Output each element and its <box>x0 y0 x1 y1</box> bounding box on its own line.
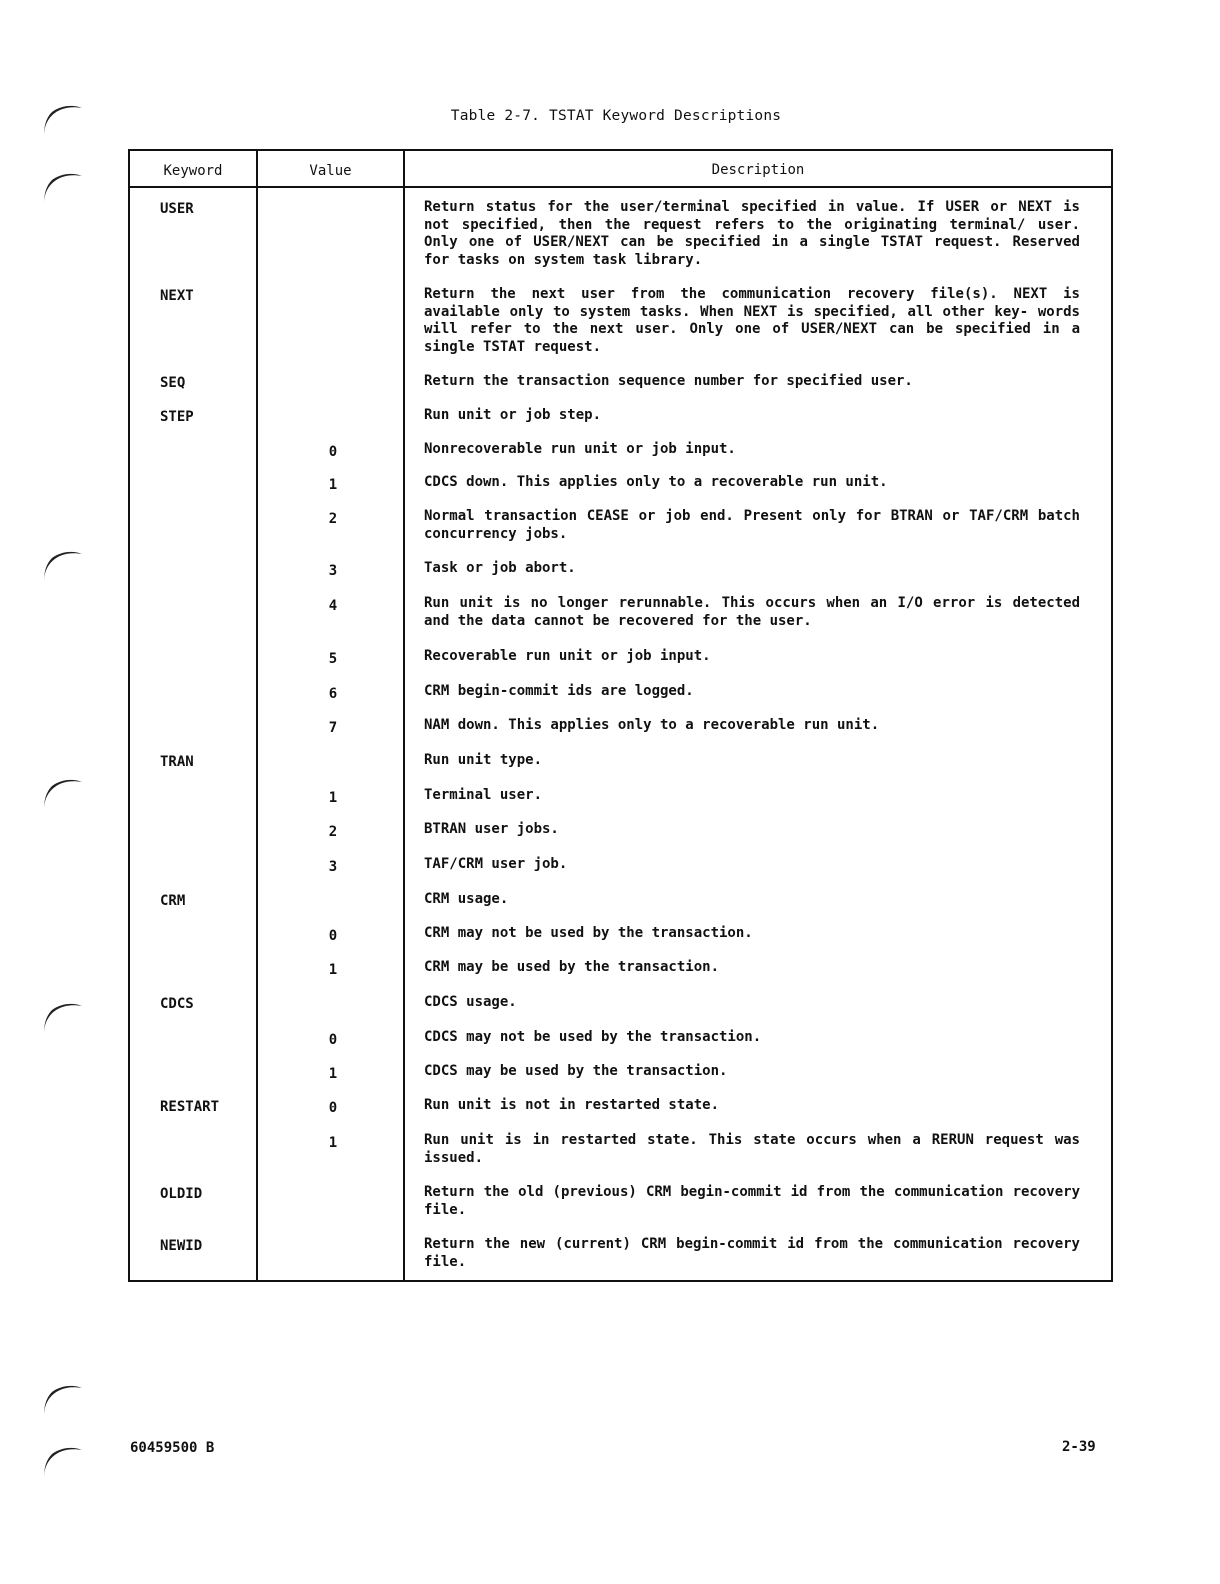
cell-description: CDCS may not be used by the transaction. <box>424 1029 762 1045</box>
binder-hole-mark <box>38 1378 86 1418</box>
cell-description: CRM begin-commit ids are logged. <box>424 683 694 699</box>
cell-description: BTRAN user jobs. <box>424 821 559 837</box>
cell-keyword: RESTART <box>160 1099 220 1115</box>
cell-value: 0 <box>328 444 338 460</box>
cell-keyword: NEXT <box>160 288 194 304</box>
cell-keyword: TRAN <box>160 754 194 770</box>
cell-value: 0 <box>328 1032 338 1048</box>
cell-value: 2 <box>328 511 338 527</box>
binder-hole-mark <box>38 544 86 584</box>
cell-value: 0 <box>328 928 338 944</box>
page-number: 2-39 <box>1062 1439 1096 1455</box>
cell-description: Run unit is no longer rerunnable. This occurs when an I/O error is detected and the data cannot be recovered for the user. <box>424 595 1080 629</box>
cell-value: 1 <box>328 477 338 493</box>
cell-description: Run unit or job step. <box>424 407 602 423</box>
cell-keyword: USER <box>160 201 194 217</box>
cell-description: Run unit type. <box>424 752 543 768</box>
cell-description: Run unit is not in restarted state. <box>424 1097 720 1113</box>
binder-hole-mark <box>38 166 86 206</box>
header-value: Value <box>309 163 352 179</box>
cell-value: 5 <box>328 651 338 667</box>
cell-description: Return the next user from the communication recovery file(s). NEXT is available only to system tasks. When NEXT is specified, all other key- words will refer to the next user. Only one of USER/NEXT can be specified in a single TSTAT request. <box>424 286 1080 355</box>
cell-description: Normal transaction CEASE or job end. Present only for BTRAN or TAF/CRM batch concurrency jobs. <box>424 508 1080 542</box>
cell-description: Return the transaction sequence number for specified user. <box>424 373 913 389</box>
cell-value: 2 <box>328 824 338 840</box>
cell-value: 6 <box>328 686 338 702</box>
cell-value: 3 <box>328 563 338 579</box>
binder-hole-mark <box>38 996 86 1036</box>
cell-value: 7 <box>328 720 338 736</box>
cell-description: NAM down. This applies only to a recoverable run unit. <box>424 717 880 733</box>
cell-description: CRM usage. <box>424 891 509 907</box>
cell-value: 3 <box>328 859 338 875</box>
cell-keyword: CDCS <box>160 996 194 1012</box>
cell-keyword: STEP <box>160 409 194 425</box>
header-description: Description <box>711 162 805 178</box>
cell-value: 1 <box>328 790 338 806</box>
cell-value: 4 <box>328 598 338 614</box>
cell-keyword: CRM <box>160 893 186 909</box>
cell-description: Recoverable run unit or job input. <box>424 648 711 664</box>
cell-description: Run unit is in restarted state. This state occurs when a RERUN request was issued. <box>424 1132 1080 1166</box>
cell-value: 1 <box>328 1135 338 1151</box>
cell-value: 1 <box>328 1066 338 1082</box>
cell-description: CDCS may be used by the transaction. <box>424 1063 728 1079</box>
table-title: Table 2-7. TSTAT Keyword Descriptions <box>450 108 782 124</box>
cell-description: CDCS usage. <box>424 994 517 1010</box>
binder-hole-mark <box>38 772 86 812</box>
cell-description: TAF/CRM user job. <box>424 856 568 872</box>
cell-value: 1 <box>328 962 338 978</box>
cell-description: Return the new (current) CRM begin-commit id from the communication recovery file. <box>424 1236 1080 1270</box>
cell-description: Return status for the user/terminal specified in value. If USER or NEXT is not specified, then the request refers to the originating terminal/ user. Only one of USER/NEXT can be specified in a single TSTAT request. Reserved for tasks on system task library. <box>424 199 1080 268</box>
cell-description: CDCS down. This applies only to a recoverable run unit. <box>424 474 888 490</box>
cell-description: CRM may be used by the transaction. <box>424 959 720 975</box>
header-divider <box>130 186 1111 188</box>
cell-description: CRM may not be used by the transaction. <box>424 925 753 941</box>
keyword-table <box>128 149 1113 1282</box>
cell-description: Task or job abort. <box>424 560 576 576</box>
cell-description: Terminal user. <box>424 787 543 803</box>
binder-hole-mark <box>38 1440 86 1480</box>
document-number: 60459500 B <box>130 1440 215 1456</box>
header-keyword: Keyword <box>163 163 223 179</box>
cell-description: Return the old (previous) CRM begin-commit id from the communication recovery file. <box>424 1184 1080 1218</box>
cell-value: 0 <box>328 1100 338 1116</box>
cell-keyword: OLDID <box>160 1186 203 1202</box>
cell-keyword: SEQ <box>160 375 186 391</box>
cell-keyword: NEWID <box>160 1238 203 1254</box>
cell-description: Nonrecoverable run unit or job input. <box>424 441 736 457</box>
